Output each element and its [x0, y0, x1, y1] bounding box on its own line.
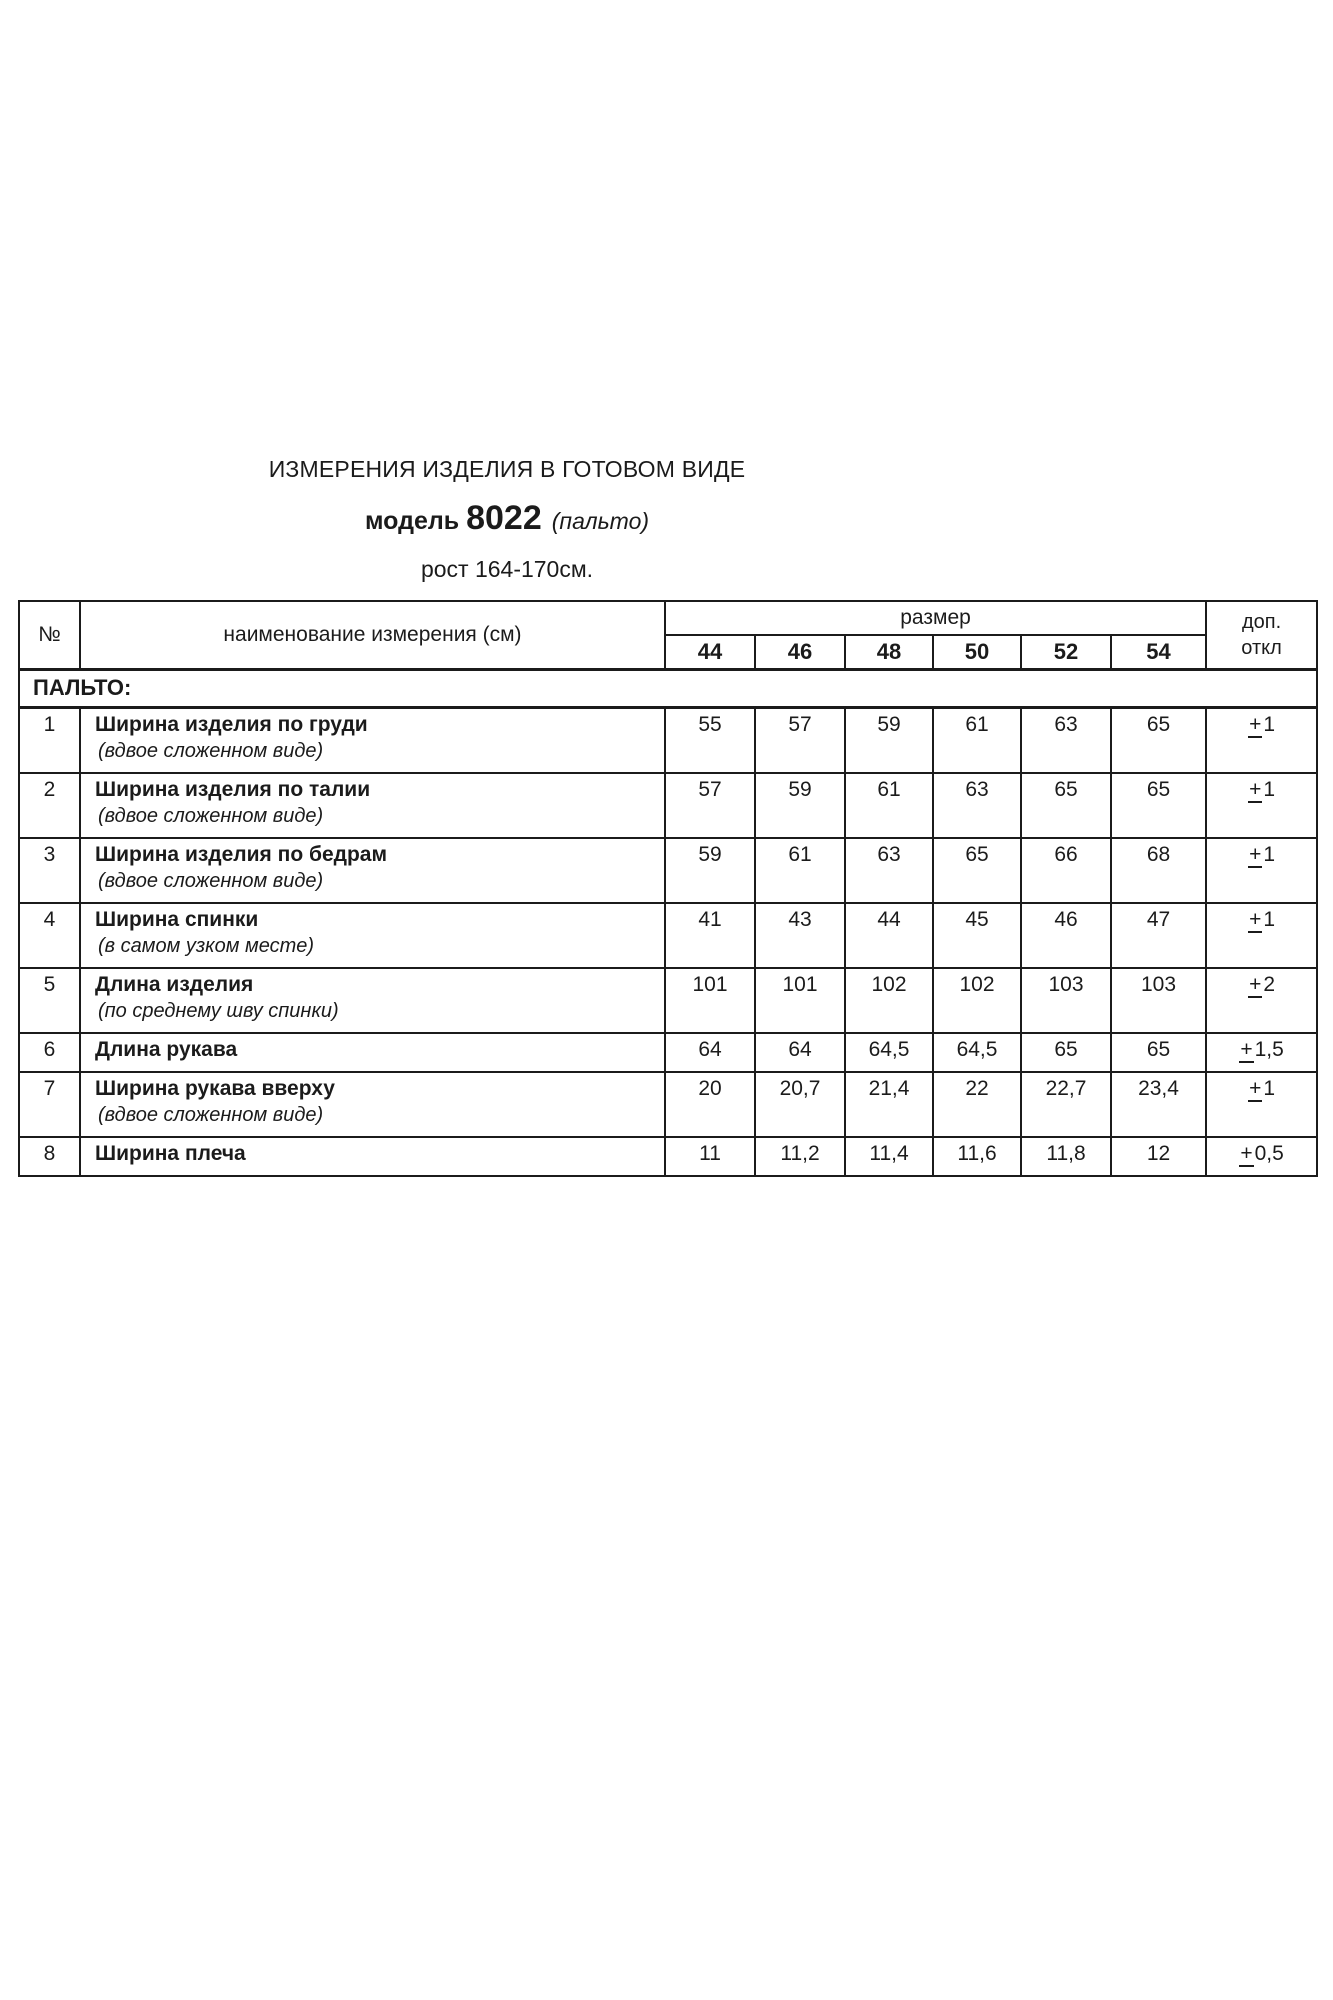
value-cell: 11,4 — [845, 1137, 933, 1176]
plus-minus-sign: + — [1249, 843, 1262, 866]
measurement-note: (вдвое сложенном виде) — [98, 805, 324, 827]
value-cell: 63 — [933, 773, 1021, 838]
value-cell: 59 — [665, 838, 755, 903]
value-cell: 23,4 — [1111, 1072, 1206, 1137]
value-cell: 103 — [1021, 968, 1111, 1033]
value-cell: 65 — [933, 838, 1021, 903]
size-header-46: 46 — [755, 635, 845, 670]
size-header-44: 44 — [665, 635, 755, 670]
value-cell: 46 — [1021, 903, 1111, 968]
measurement-name-cell — [80, 1033, 665, 1072]
document-title: ИЗМЕРЕНИЯ ИЗДЕЛИЯ В ГОТОВОМ ВИДЕ — [268, 456, 746, 482]
table-row — [19, 1033, 1317, 1072]
measurement-name: Ширина спинки — [95, 908, 259, 931]
model-type: (пальто) — [551, 508, 650, 534]
column-header-deviation — [1206, 601, 1317, 670]
measurement-note: (вдвое сложенном виде) — [98, 740, 324, 762]
tolerance-value: 2 — [1263, 973, 1276, 996]
measurement-name: Ширина изделия по бедрам — [95, 843, 388, 866]
value-cell: 101 — [755, 968, 845, 1033]
table-row — [19, 838, 1317, 903]
value-cell: 63 — [1021, 708, 1111, 774]
value-cell: 68 — [1111, 838, 1206, 903]
value-cell: 20,7 — [755, 1072, 845, 1137]
tolerance-cell — [1206, 903, 1317, 968]
size-header-48: 48 — [845, 635, 933, 670]
measurement-name: Ширина изделия по груди — [95, 713, 368, 736]
tolerance-value: 1 — [1263, 713, 1276, 736]
row-number-cell: 6 — [19, 1033, 80, 1072]
plus-minus-sign: + — [1240, 1142, 1253, 1165]
value-cell: 65 — [1021, 1033, 1111, 1072]
tolerance-value: 1 — [1263, 843, 1276, 866]
measurement-note: (вдвое сложенном виде) — [98, 870, 324, 892]
value-cell: 65 — [1111, 1033, 1206, 1072]
measurement-name-cell — [80, 838, 665, 903]
model-line — [0, 498, 1014, 545]
value-cell: 63 — [845, 838, 933, 903]
value-cell: 55 — [665, 708, 755, 774]
value-cell: 61 — [755, 838, 845, 903]
value-cell: 59 — [755, 773, 845, 838]
size-header-50: 50 — [933, 635, 1021, 670]
plus-minus-sign: + — [1249, 908, 1262, 931]
section-label: ПАЛЬТО: — [19, 670, 1317, 708]
measurement-name-cell — [80, 773, 665, 838]
value-cell: 41 — [665, 903, 755, 968]
document-header — [0, 0, 1014, 584]
tolerance-cell — [1206, 773, 1317, 838]
size-header-52: 52 — [1021, 635, 1111, 670]
value-cell: 65 — [1111, 773, 1206, 838]
plus-minus-sign: + — [1249, 713, 1262, 736]
plus-minus-sign: + — [1240, 1038, 1253, 1061]
measurement-name: Ширина рукава вверху — [95, 1077, 335, 1100]
value-cell: 11,8 — [1021, 1137, 1111, 1176]
tolerance-cell — [1206, 1033, 1317, 1072]
measurement-name: Длина изделия — [95, 973, 254, 996]
value-cell: 22,7 — [1021, 1072, 1111, 1137]
row-number-cell: 7 — [19, 1072, 80, 1137]
plus-minus-sign: + — [1249, 778, 1262, 801]
table-row — [19, 1137, 1317, 1176]
value-cell: 43 — [755, 903, 845, 968]
table-row — [19, 1072, 1317, 1137]
tolerance-cell — [1206, 1137, 1317, 1176]
deviation-header-line-2: откл — [1241, 637, 1282, 659]
value-cell: 61 — [933, 708, 1021, 774]
model-label: модель — [364, 507, 460, 535]
tolerance-value: 1 — [1263, 1077, 1276, 1100]
value-cell: 47 — [1111, 903, 1206, 968]
value-cell: 11,2 — [755, 1137, 845, 1176]
tolerance-value: 1,5 — [1254, 1038, 1284, 1061]
row-number-cell: 2 — [19, 773, 80, 838]
column-header-name: наименование измерения (см) — [80, 601, 665, 670]
tolerance-cell — [1206, 1072, 1317, 1137]
value-cell: 20 — [665, 1072, 755, 1137]
value-cell: 57 — [755, 708, 845, 774]
measurements-table — [18, 600, 1318, 1177]
tolerance-cell — [1206, 708, 1317, 774]
row-number-cell: 5 — [19, 968, 80, 1033]
measurement-name: Ширина плеча — [95, 1142, 246, 1165]
measurement-note: (по среднему шву спинки) — [98, 1000, 339, 1022]
row-number-cell: 4 — [19, 903, 80, 968]
value-cell: 22 — [933, 1072, 1021, 1137]
table-row — [19, 903, 1317, 968]
value-cell: 59 — [845, 708, 933, 774]
table-row — [19, 708, 1317, 774]
table-row — [19, 968, 1317, 1033]
table-header-row-1 — [19, 601, 1317, 635]
value-cell: 65 — [1021, 773, 1111, 838]
value-cell: 66 — [1021, 838, 1111, 903]
measurement-name-cell — [80, 968, 665, 1033]
value-cell: 64 — [755, 1033, 845, 1072]
measurement-note: (вдвое сложенном виде) — [98, 1104, 324, 1126]
plus-minus-sign: + — [1249, 973, 1262, 996]
value-cell: 61 — [845, 773, 933, 838]
measurement-name-cell — [80, 708, 665, 774]
measurement-name: Ширина изделия по талии — [95, 778, 371, 801]
tolerance-value: 0,5 — [1254, 1142, 1284, 1165]
column-header-size-group: размер — [665, 601, 1206, 635]
table-row — [19, 773, 1317, 838]
size-header-54: 54 — [1111, 635, 1206, 670]
tolerance-value: 1 — [1263, 778, 1276, 801]
value-cell: 103 — [1111, 968, 1206, 1033]
deviation-header-line-1: доп. — [1241, 611, 1282, 633]
measurement-name-cell — [80, 1137, 665, 1176]
row-number-cell: 8 — [19, 1137, 80, 1176]
value-cell: 64 — [665, 1033, 755, 1072]
value-cell: 44 — [845, 903, 933, 968]
section-row — [19, 670, 1317, 708]
tolerance-cell — [1206, 968, 1317, 1033]
value-cell: 21,4 — [845, 1072, 933, 1137]
value-cell: 101 — [665, 968, 755, 1033]
plus-minus-sign: + — [1249, 1077, 1262, 1100]
tolerance-cell — [1206, 838, 1317, 903]
value-cell: 64,5 — [933, 1033, 1021, 1072]
value-cell: 57 — [665, 773, 755, 838]
row-number-cell: 1 — [19, 708, 80, 774]
value-cell: 45 — [933, 903, 1021, 968]
value-cell: 102 — [933, 968, 1021, 1033]
measurement-name: Длина рукава — [95, 1038, 238, 1061]
model-number: 8022 — [466, 499, 542, 537]
tolerance-value: 1 — [1263, 908, 1276, 931]
value-cell: 12 — [1111, 1137, 1206, 1176]
value-cell: 64,5 — [845, 1033, 933, 1072]
measurement-note: (в самом узком месте) — [98, 935, 315, 957]
growth-line: рост 164-170см. — [420, 556, 594, 582]
value-cell: 11 — [665, 1137, 755, 1176]
measurement-name-cell — [80, 903, 665, 968]
row-number-cell: 3 — [19, 838, 80, 903]
value-cell: 11,6 — [933, 1137, 1021, 1176]
value-cell: 65 — [1111, 708, 1206, 774]
column-header-number: № — [19, 601, 80, 670]
measurement-name-cell — [80, 1072, 665, 1137]
value-cell: 102 — [845, 968, 933, 1033]
